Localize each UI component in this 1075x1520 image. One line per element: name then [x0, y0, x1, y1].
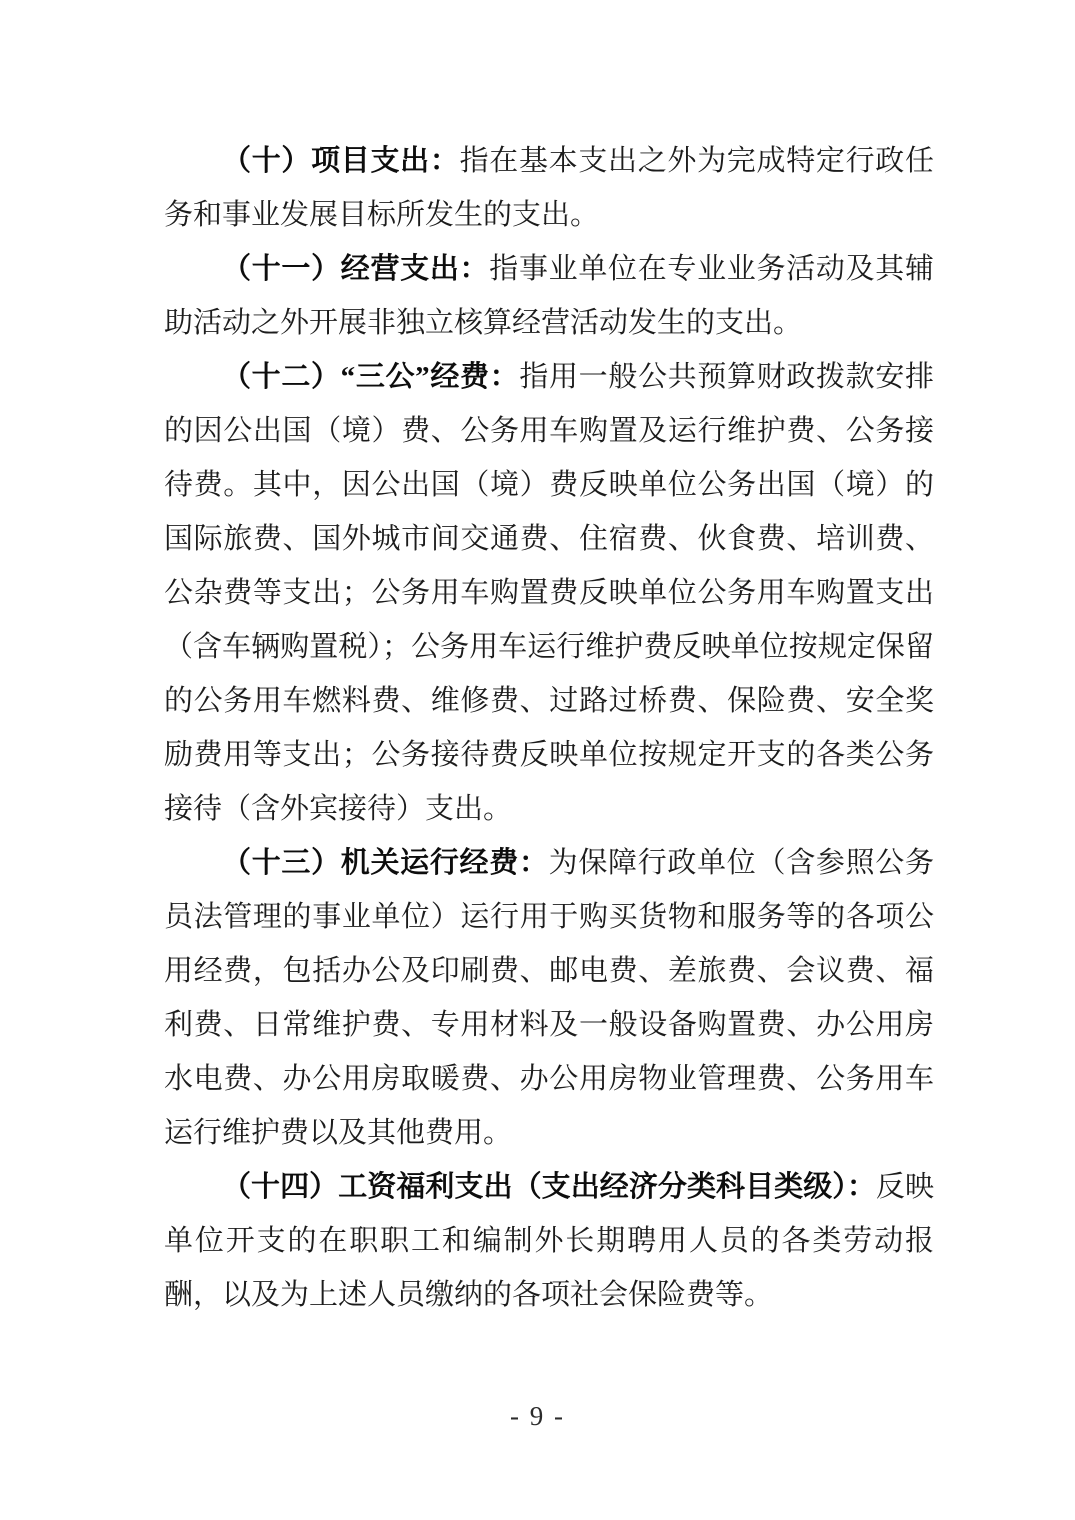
document-body	[164, 134, 934, 1322]
term-definition: 反映单位开支的在职职工和编制外长期聘用人员的各类劳动报酬，以及为上述人员缴纳的各项社会保险费等。	[164, 1171, 934, 1311]
term-heading: （十四）工资福利支出（支出经济分类科目类级）：	[222, 1171, 876, 1203]
page-footer	[0, 1396, 1075, 1436]
paragraph-project-expenditure	[164, 134, 934, 242]
term-heading: （十）项目支出：	[222, 145, 460, 177]
term-definition: 指在基本支出之外为完成特定行政任务和事业发展目标所发生的支出。	[164, 145, 934, 231]
paragraph-operating-expenditure	[164, 242, 934, 350]
page-number: - 9 -	[510, 1401, 565, 1431]
term-definition: 为保障行政单位（含参照公务员法管理的事业单位）运行用于购买货物和服务等的各项公用经费，包括办公及印刷费、邮电费、差旅费、会议费、福利费、日常维护费、专用材料及一般设备购置费、办公用房水电费、办公用房取暖费、办公用房物业管理费、公务用车运行维护费以及其他费用。	[164, 847, 934, 1149]
term-definition: 指事业单位在专业业务活动及其辅助活动之外开展非独立核算经营活动发生的支出。	[164, 253, 934, 339]
paragraph-salary-welfare-expenditure	[164, 1160, 934, 1322]
paragraph-three-public-funds	[164, 350, 934, 836]
paragraph-agency-operating-funds	[164, 836, 934, 1160]
term-heading: （十二）“三公”经费：	[222, 361, 520, 393]
term-definition: 指用一般公共预算财政拨款安排的因公出国（境）费、公务用车购置及运行维护费、公务接待费。其中，因公出国（境）费反映单位公务出国（境）的国际旅费、国外城市间交通费、住宿费、伙食费、培训费、公杂费等支出；公务用车购置费反映单位公务用车购置支出（含车辆购置税）；公务用车运行维护费反映单位按规定保留的公务用车燃料费、维修费、过路过桥费、保险费、安全奖励费用等支出；公务接待费反映单位按规定开支的各类公务接待（含外宾接待）支出。	[164, 361, 934, 825]
term-heading: （十三）机关运行经费：	[222, 847, 549, 879]
term-heading: （十一）经营支出：	[222, 253, 490, 285]
